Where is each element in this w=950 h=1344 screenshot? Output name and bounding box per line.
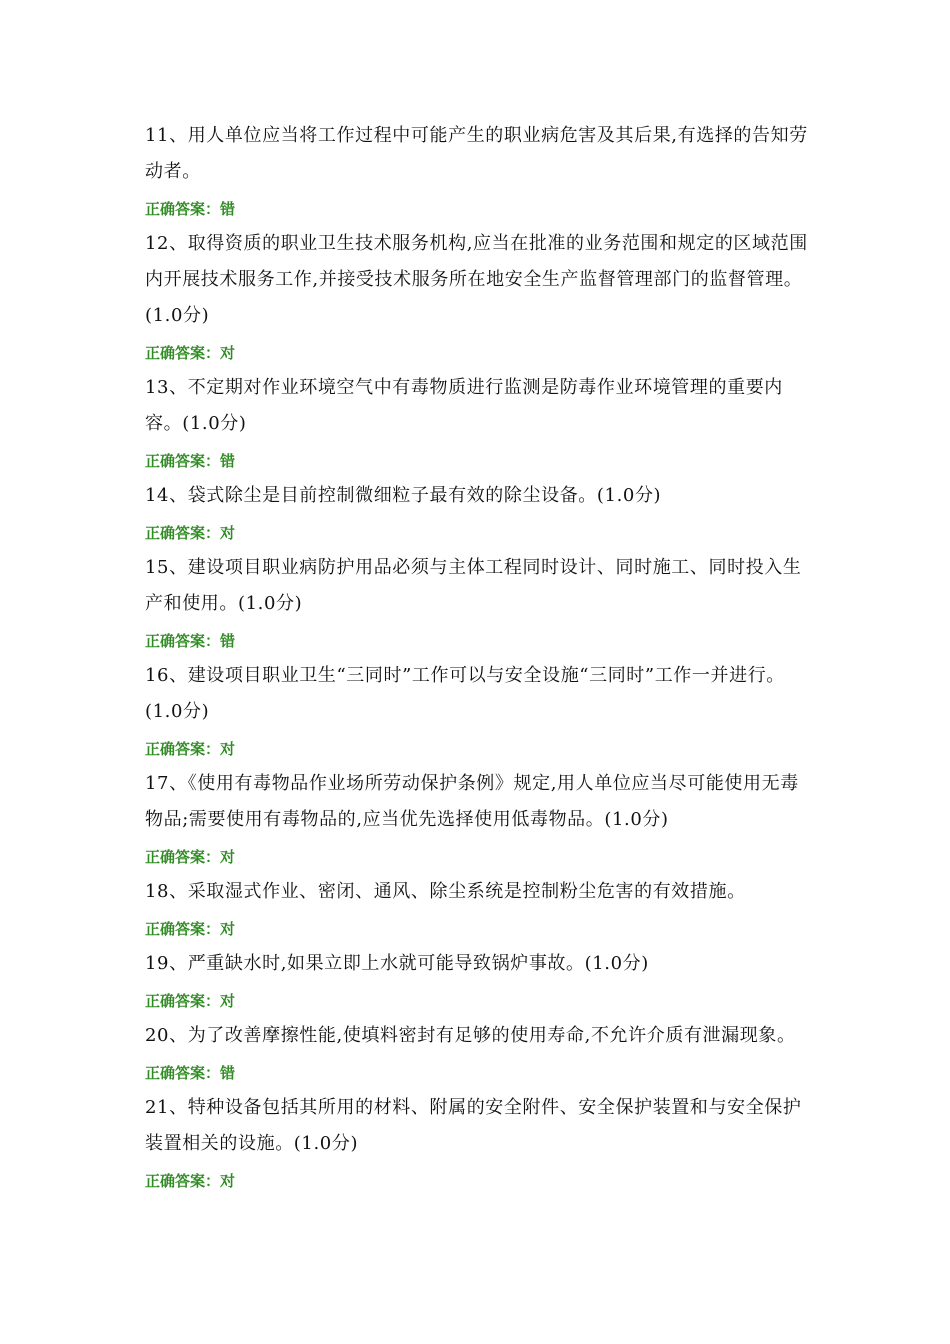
answer-label: 正确答案： [145,1063,221,1082]
question-item [145,550,810,658]
answer-label: 正确答案： [145,919,221,938]
answer-label: 正确答案： [145,1171,221,1190]
question-item [145,766,810,874]
question-text: 18、采取湿式作业、密闭、通风、除尘系统是控制粉尘危害的有效措施。 [145,881,746,902]
question-text: 11、用人单位应当将工作过程中可能产生的职业病危害及其后果,有选择的告知劳动者。 [145,125,808,182]
answer-value: 错 [220,631,236,650]
answer-line [145,622,810,658]
answer-label: 正确答案： [145,631,221,650]
question-item [145,478,810,550]
question-list [145,118,810,1198]
answer-value: 对 [220,1171,236,1190]
answer-label: 正确答案： [145,199,221,218]
answer-value: 对 [220,847,236,866]
question-text: 20、为了改善摩擦性能,使填料密封有足够的使用寿命,不允许介质有泄漏现象。 [145,1025,796,1046]
question-text: 16、建设项目职业卫生“三同时”工作可以与安全设施“三同时”工作一并进行。(1.0分) [145,665,785,722]
answer-label: 正确答案： [145,739,221,758]
answer-label: 正确答案： [145,523,221,542]
question-item [145,874,810,946]
answer-label: 正确答案： [145,343,221,362]
answer-line [145,982,810,1018]
question-text: 21、特种设备包括其所用的材料、附属的安全附件、安全保护装置和与安全保护装置相关的设施。(1.0分) [145,1097,802,1154]
answer-label: 正确答案： [145,451,221,470]
answer-line [145,910,810,946]
question-text: 13、不定期对作业环境空气中有毒物质进行监测是防毒作业环境管理的重要内容。(1.0分) [145,377,783,434]
answer-line [145,334,810,370]
question-item [145,1018,810,1090]
question-text: 19、严重缺水时,如果立即上水就可能导致锅炉事故。(1.0分) [145,953,649,974]
question-text: 14、袋式除尘是目前控制微细粒子最有效的除尘设备。(1.0分) [145,485,662,506]
answer-value: 对 [220,523,236,542]
question-item [145,658,810,766]
question-item [145,370,810,478]
answer-label: 正确答案： [145,847,221,866]
answer-line [145,730,810,766]
answer-line [145,514,810,550]
answer-line [145,190,810,226]
answer-value: 对 [220,343,236,362]
question-text: 17、《使用有毒物品作业场所劳动保护条例》规定,用人单位应当尽可能使用无毒物品;需要使用有毒物品的,应当优先选择使用低毒物品。(1.0分) [145,773,799,830]
answer-line [145,838,810,874]
answer-value: 错 [220,1063,236,1082]
question-item [145,118,810,226]
question-text: 15、建设项目职业病防护用品必须与主体工程同时设计、同时施工、同时投入生产和使用。(1.0分) [145,557,802,614]
question-item [145,226,810,370]
answer-line [145,1162,810,1198]
question-text: 12、取得资质的职业卫生技术服务机构,应当在批准的业务范围和规定的区域范围内开展技术服务工作,并接受技术服务所在地安全生产监督管理部门的监督管理。(1.0分) [145,233,808,326]
question-item [145,1090,810,1198]
answer-value: 错 [220,451,236,470]
answer-line [145,442,810,478]
answer-value: 对 [220,919,236,938]
question-item [145,946,810,1018]
answer-value: 对 [220,991,236,1010]
answer-label: 正确答案： [145,991,221,1010]
answer-line [145,1054,810,1090]
answer-value: 对 [220,739,236,758]
answer-value: 错 [220,199,236,218]
